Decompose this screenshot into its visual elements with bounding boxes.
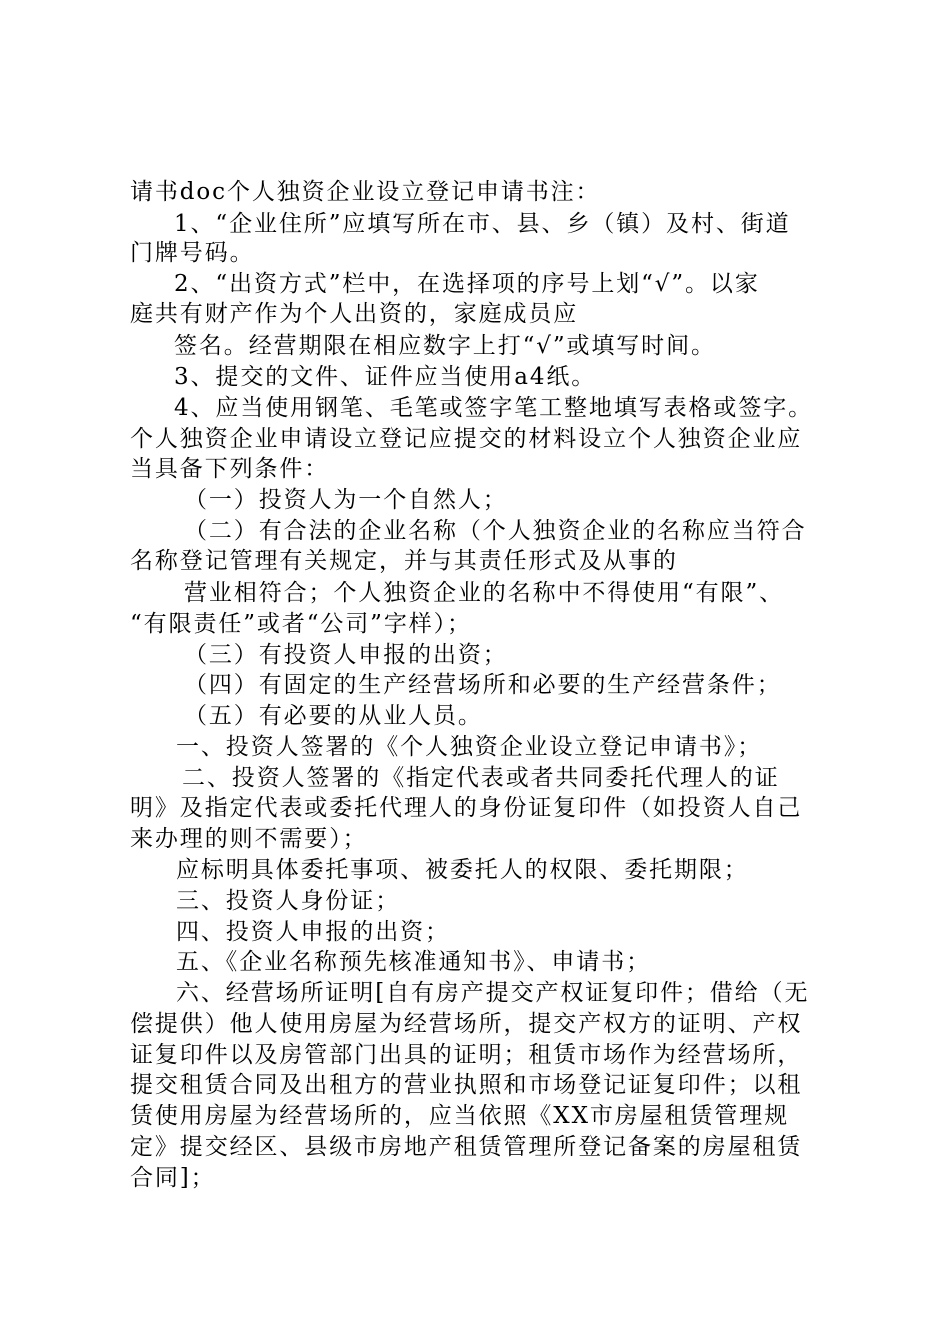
text-line-material-6-cont-2: 证复印件以及房管部门出具的证明；租赁市场作为经营场所， (130, 1042, 803, 1068)
text-line-note-1-cont: 门牌号码。 (130, 240, 255, 266)
text-line-material-4: 四、投资人申报的出资； (176, 919, 450, 945)
text-line-note-2-sign: 签名。经营期限在相应数字上打“√”或填写时间。 (174, 333, 716, 359)
text-line-material-6-cont-3: 提交租赁合同及出租方的营业执照和市场登记证复印件；以租 (130, 1072, 803, 1098)
text-line-condition-1: （一）投资人为一个自然人； (184, 487, 508, 513)
text-line-note-2: 2、“出资方式”栏中，在选择项的序号上划“√”。以家 (174, 271, 760, 297)
text-line-materials-intro: 个人独资企业申请设立登记应提交的材料设立个人独资企业应 (130, 426, 803, 452)
text-line-note-2-cont: 庭共有财产作为个人出资的，家庭成员应 (130, 301, 579, 327)
text-line-material-5: 五、《企业名称预先核准通知书》、申请书； (176, 949, 651, 975)
text-line-material-6-end: 合同]； (130, 1165, 216, 1191)
text-line-condition-2-cont: 名称登记管理有关规定，并与其责任形式及从事的 (130, 548, 678, 574)
text-line-note-3: 3、提交的文件、证件应当使用a4纸。 (174, 364, 597, 390)
text-line-material-1: 一、投资人签署的《个人独资企业设立登记申请书》； (176, 734, 763, 760)
text-line-condition-2: （二）有合法的企业名称（个人独资企业的名称应当符合 (184, 518, 807, 544)
text-line-materials-intro-cont: 当具备下列条件： (130, 456, 330, 482)
text-line-material-6: 六、经营场所证明[自有房产提交产权证复印件；借给（无 (176, 980, 810, 1006)
text-line-material-6-cont-4: 赁使用房屋为经营场所的，应当依照《XX市房屋租赁管理规 (130, 1103, 790, 1129)
text-line-note-4: 4、应当使用钢笔、毛笔或签字笔工整地填写表格或签字。 (174, 395, 814, 421)
text-line-heading: 请书doc个人独资企业设立登记申请书注： (130, 179, 601, 205)
text-line-material-3: 三、投资人身份证； (176, 888, 401, 914)
text-line-material-2-cont: 明》及指定代表或委托代理人的身份证复印件（如投资人自己 (130, 795, 803, 821)
text-line-material-6-cont-1: 偿提供）他人使用房屋为经营场所，提交产权方的证明、产权 (130, 1011, 803, 1037)
text-line-condition-2-end: “有限责任”或者“公司”字样）； (130, 611, 472, 637)
text-line-material-2-note: 应标明具体委托事项、被委托人的权限、委托期限； (176, 857, 749, 883)
text-line-condition-3: （三）有投资人申报的出资； (184, 642, 508, 668)
text-line-condition-4: （四）有固定的生产经营场所和必要的生产经营条件； (184, 672, 782, 698)
text-line-note-1: 1、“企业住所”应填写所在市、县、乡（镇）及村、街道 (174, 211, 791, 237)
text-line-material-6-cont-5: 定》提交经区、县级市房地产租赁管理所登记备案的房屋租赁 (130, 1134, 803, 1160)
text-line-material-2: 二、投资人签署的《指定代表或者共同委托代理人的证 (182, 765, 780, 791)
text-line-material-2-end: 来办理的则不需要）； (130, 826, 368, 852)
text-line-condition-5: （五）有必要的从业人员。 (184, 703, 483, 729)
text-line-condition-2-business: 营业相符合；个人独资企业的名称中不得使用“有限”、 (184, 580, 785, 606)
